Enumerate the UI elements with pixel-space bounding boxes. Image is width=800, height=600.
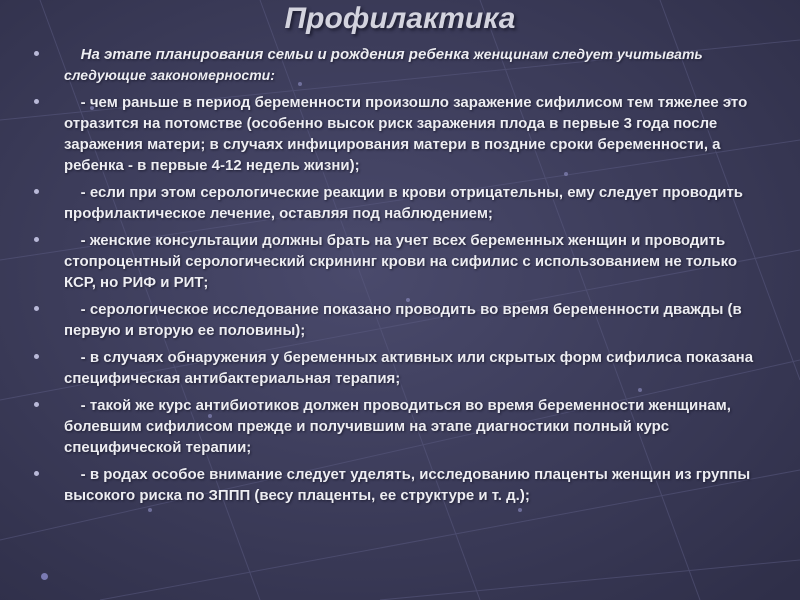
intro-tail: женщинам следует учитывать следующие закономерности: xyxy=(64,46,707,83)
slide-title: Профилактика xyxy=(284,2,516,35)
bullet-item xyxy=(30,92,770,176)
bullet-text: - такой же курс антибиотиков должен проводиться во время беременности женщинам, болевшим сифилисом прежде и получившим на этапе диагностики полный курс специфической терапии; xyxy=(64,397,736,456)
bullet-intro xyxy=(30,44,770,86)
bullet-item xyxy=(30,395,770,458)
bullet-marker xyxy=(34,51,39,56)
bullet-text: - чем раньше в период беременности произошло заражение сифилисом тем тяжелее это отразится на потомстве (особенно высок риск заражения плода в первые 3 года после заражения матери; в случаях инфицирования матери в поздние сроки беременности, а ребенка - в первые 4-12 недель жизни); xyxy=(64,94,752,174)
bullet-text: - в случаях обнаружения у беременных активных или скрытых форм сифилиса показана специфическая антибактериальная терапия; xyxy=(64,349,758,387)
bullet-item xyxy=(30,230,770,293)
bullet-text: - в родах особое внимание следует уделять, исследованию плаценты женщин из группы высокого риска по ЗППП (весу плаценты, ее структуре и т. д.); xyxy=(64,466,755,504)
bullet-item xyxy=(30,347,770,389)
bullet-marker xyxy=(34,402,39,407)
bullet-marker xyxy=(34,237,39,242)
bullet-item xyxy=(30,299,770,341)
bullet-marker xyxy=(34,306,39,311)
bullet-text: - женские консультации должны брать на учет всех беременных женщин и проводить стопроцентный серологический скрининг крови на сифилис с использованием не только КСР, но РИФ и РИТ; xyxy=(64,232,742,291)
bullet-item xyxy=(30,182,770,224)
bullet-list xyxy=(30,44,770,512)
bullet-item xyxy=(30,464,770,506)
bullet-marker xyxy=(34,99,39,104)
bullet-marker xyxy=(34,189,39,194)
bullet-marker xyxy=(34,354,39,359)
bullet-marker xyxy=(34,471,39,476)
bullet-text: - серологическое исследование показано проводить во время беременности дважды (в первую и вторую ее половины); xyxy=(64,301,746,339)
empty-bullet-marker xyxy=(41,573,48,580)
bullet-text: - если при этом серологические реакции в крови отрицательны, ему следует проводить профилактическое лечение, оставляя под наблюдением; xyxy=(64,184,748,222)
intro-text: На этапе планирования семьи и рождения ребенка xyxy=(64,46,474,63)
